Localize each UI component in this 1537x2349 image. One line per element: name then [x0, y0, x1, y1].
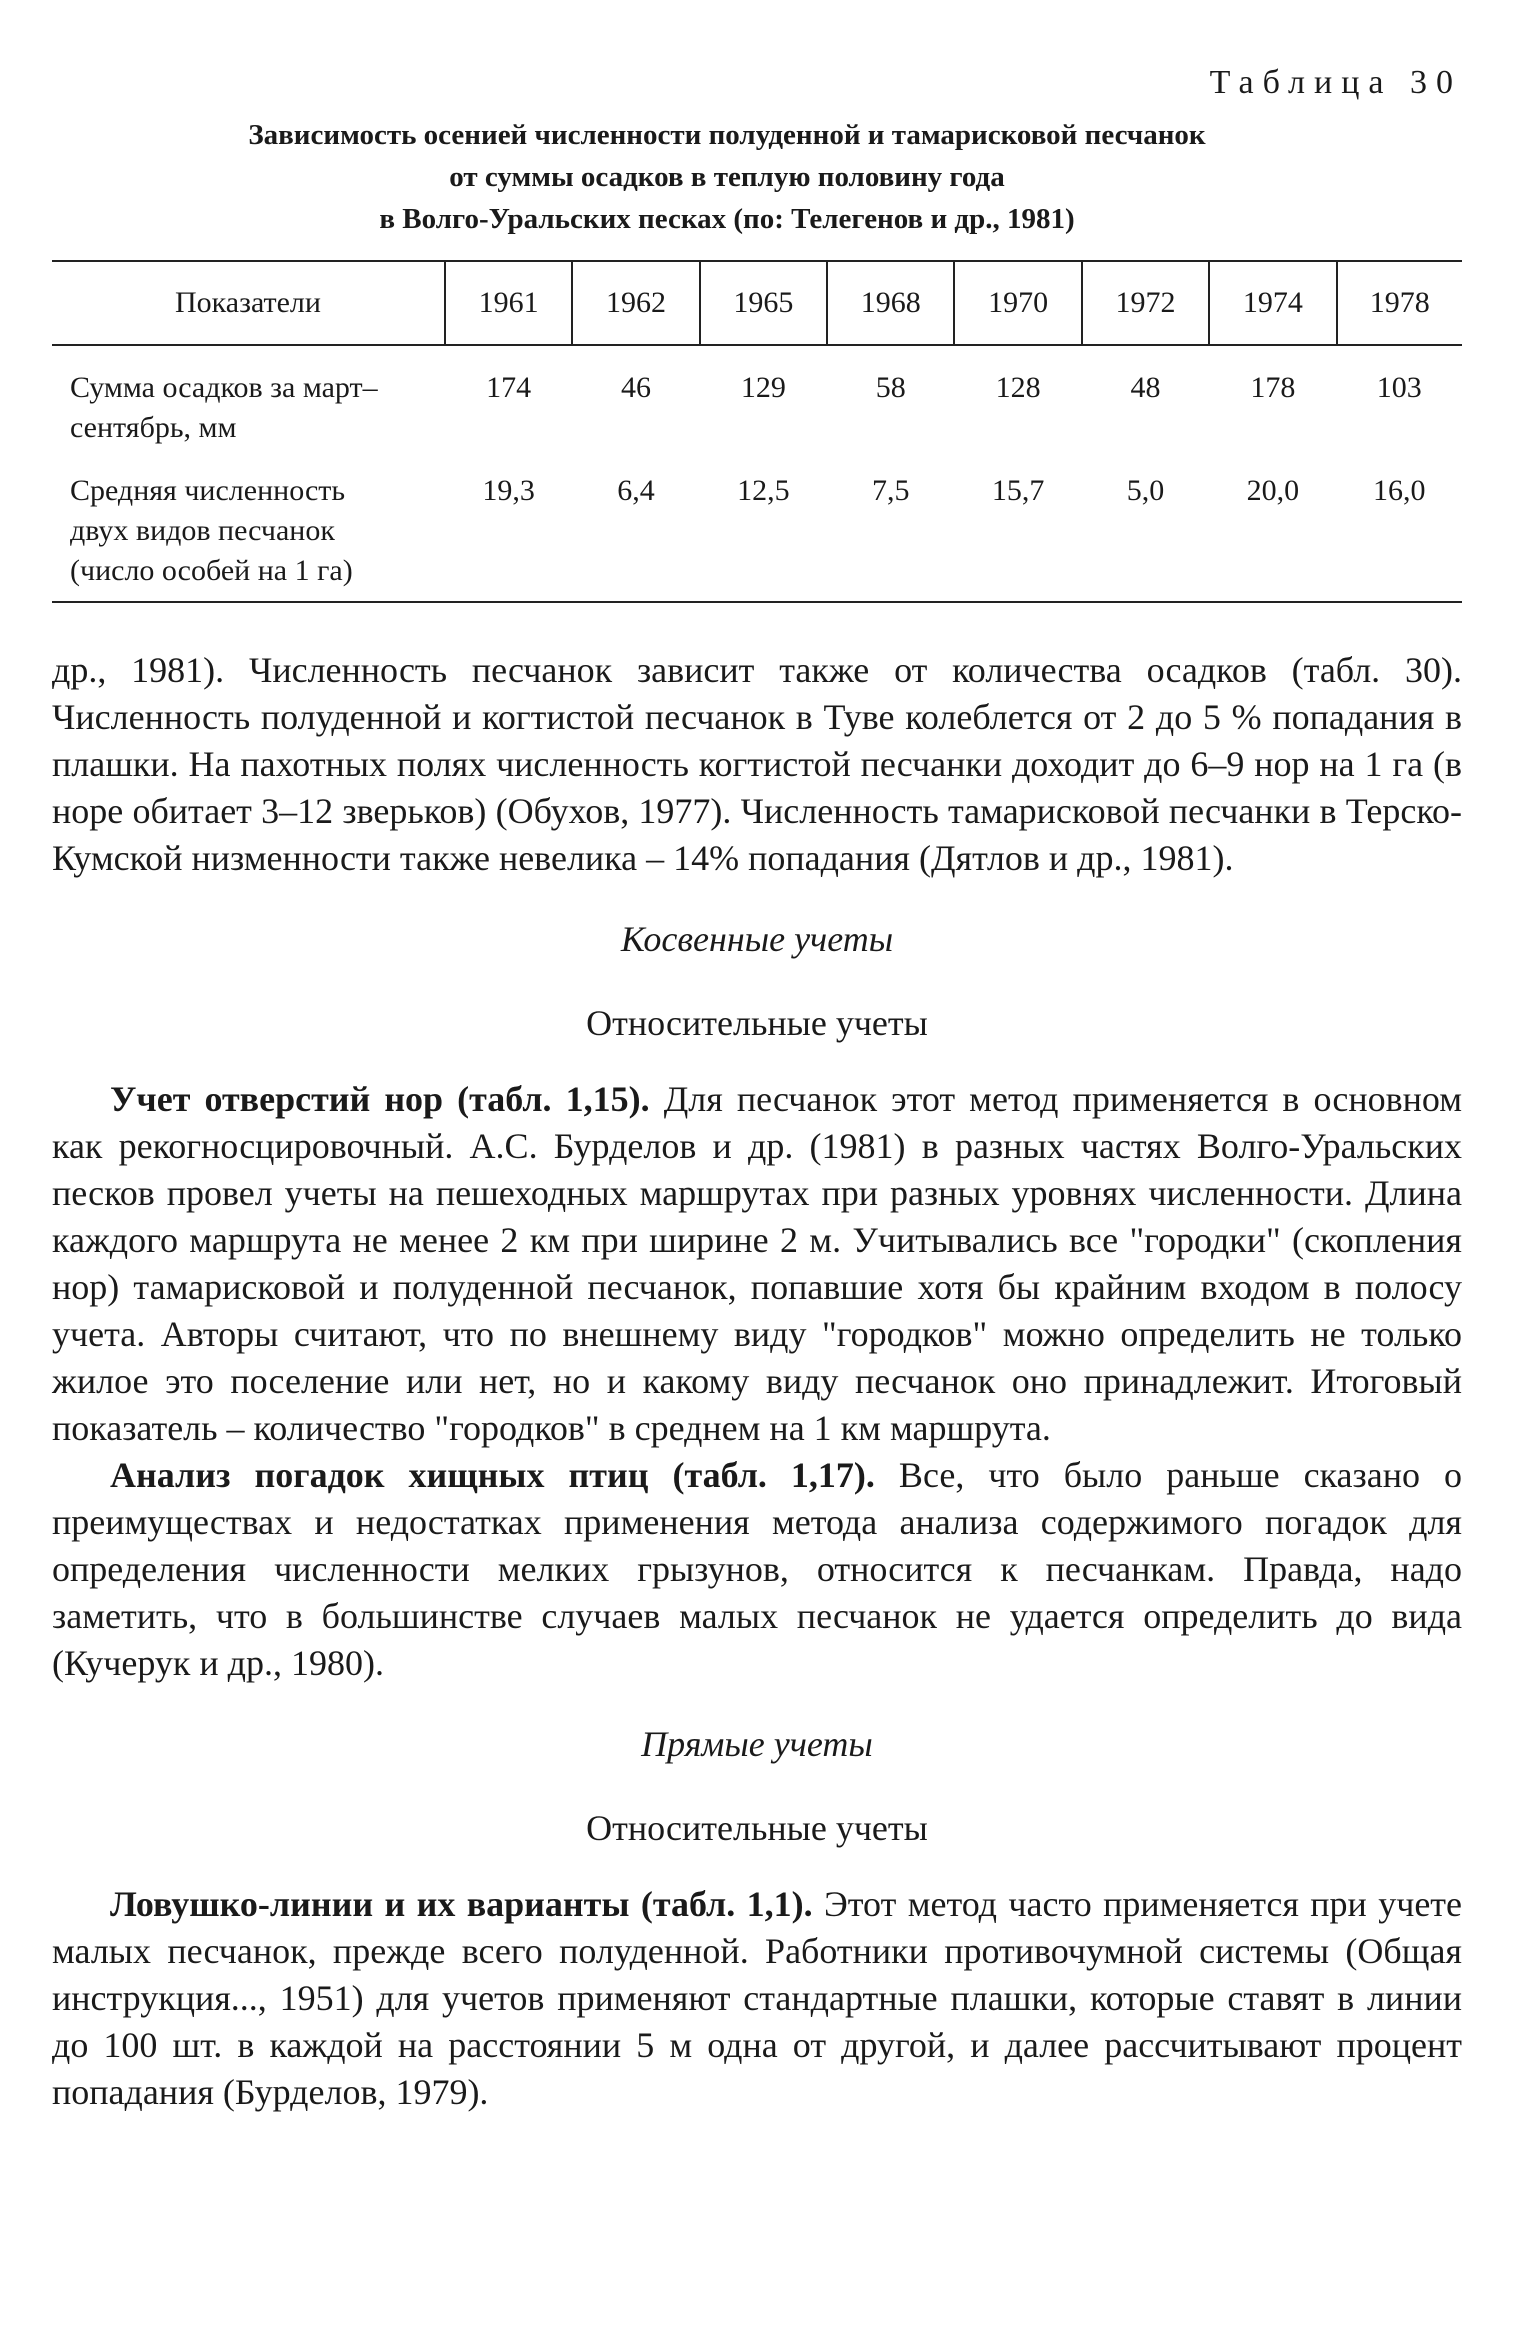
table-cell: 48	[1130, 371, 1161, 404]
header-year: 1968	[827, 261, 954, 345]
row-label	[52, 345, 445, 449]
paragraph-lead: Учет отверстий нор (табл. 1,15).	[110, 1079, 650, 1119]
table-row	[52, 345, 1462, 449]
header-year: 1978	[1337, 261, 1462, 345]
table-title-line: в Волго-Уральских песках (по: Телегенов и др., 1981)	[379, 203, 1075, 235]
table-cell: 6,4	[572, 449, 699, 602]
header-year: 1965	[700, 261, 827, 345]
data-table	[52, 260, 1462, 603]
table-cell: 20,0	[1209, 449, 1336, 602]
row-label-line: сентябрь, мм	[70, 411, 237, 444]
table-cell: 103	[1376, 371, 1422, 404]
table-cell: 58	[875, 371, 906, 404]
row-label	[52, 449, 445, 602]
table-header-row	[52, 261, 1462, 345]
header-year: 1974	[1209, 261, 1336, 345]
table-cell: 129	[740, 371, 786, 404]
header-indicators: Показатели	[52, 261, 445, 345]
row-label-line: Средняя численность	[70, 474, 346, 507]
table-cell: 12,5	[700, 449, 827, 602]
paragraph-body: Этот метод часто применяется при учете малых песчанок, прежде всего полуденной. Работники противочумной системы (Общая инструкция..., 1951) для учетов применяют стандартные плашки, которые ставят в линии до 100 шт. в каждой на расстоянии 5 м одна от другой, и далее рассчитывают процент попадания (Бурделов, 1979).	[52, 1884, 1463, 2112]
table-cell: 46	[621, 371, 652, 404]
table-cell: 15,7	[954, 449, 1081, 602]
row-label-line: Сумма осадков за март–	[70, 371, 378, 404]
table-row	[52, 449, 1462, 602]
table-title-line: от суммы осадков в теплую половину года	[449, 161, 1005, 193]
header-year: 1970	[954, 261, 1081, 345]
table-cell: 178	[1250, 371, 1296, 404]
section-heading-indirect: Косвенные учеты	[620, 919, 894, 959]
table-title	[52, 114, 1462, 240]
header-year: 1961	[445, 261, 572, 345]
body-text	[52, 647, 1462, 2116]
header-year: 1972	[1082, 261, 1209, 345]
table-cell: 128	[995, 371, 1041, 404]
row-label-line: (число особей на 1 га)	[70, 554, 353, 587]
table-cell: 5,0	[1082, 449, 1209, 602]
paragraph	[52, 1881, 1462, 2116]
paragraph	[52, 1452, 1462, 1687]
paragraph-lead: Ловушко-линии и их варианты (табл. 1,1).	[110, 1884, 813, 1924]
paragraph-body: Все, что было раньше сказано о преимуществах и недостатках применения метода анализа содержимого погадок для определения численности мелких грызунов, относится к песчанкам. Правда, надо заметить, что в большинстве случаев малых песчанок не удается определить до вида (Кучерук и др., 1980).	[52, 1455, 1462, 1683]
subsection-heading-relative: Относительные учеты	[586, 1808, 928, 1848]
table-cell: 174	[486, 371, 532, 404]
paragraph: др., 1981). Численность песчанок зависит также от количества осадков (табл. 30). Численность полуденной и когтистой песчанок в Туве колеблется от 2 до 5 % попадания в плашки. На пахотных полях численность когтистой песчанки доходит до 6–9 нор на 1 га (в норе обитает 3–12 зверьков) (Обухов, 1977). Численность тамарисковой песчанки в Терско-Кумской низменности также невелика – 14% попадания (Дятлов и др., 1981).	[52, 650, 1462, 878]
table-cell: 19,3	[445, 449, 572, 602]
row-label-line: двух видов песчанок	[70, 514, 335, 547]
section-heading-direct: Прямые учеты	[641, 1724, 873, 1764]
table-cell: 7,5	[827, 449, 954, 602]
table-title-line: Зависимость осенией численности полуденной и тамарисковой песчанок	[248, 119, 1206, 151]
table-cell: 16,0	[1337, 449, 1462, 602]
table-label: Таблица 30	[1209, 64, 1462, 101]
paragraph-lead: Анализ погадок хищных птиц (табл. 1,17).	[110, 1455, 875, 1495]
header-year: 1962	[572, 261, 699, 345]
subsection-heading-relative: Относительные учеты	[586, 1003, 928, 1043]
paragraph-body: Для песчанок этот метод применяется в основном как рекогносцировочный. А.С. Бурделов и др. (1981) в разных частях Волго-Уральских песков провел учеты на пешеходных маршрутах при разных уровнях численности. Длина каждого маршрута не менее 2 км при ширине 2 м. Учитывались все "городки" (скопления нор) тамарисковой и полуденной песчанок, попавшие хотя бы крайним входом в полосу учета. Авторы считают, что по внешнему виду "городков" можно определить не только жилое это поселение или нет, но и какому виду песчанок оно принадлежит. Итоговый показатель – количество "городков" в среднем на 1 км маршрута.	[52, 1079, 1462, 1448]
paragraph	[52, 1076, 1462, 1452]
book-page	[52, 60, 1462, 2116]
